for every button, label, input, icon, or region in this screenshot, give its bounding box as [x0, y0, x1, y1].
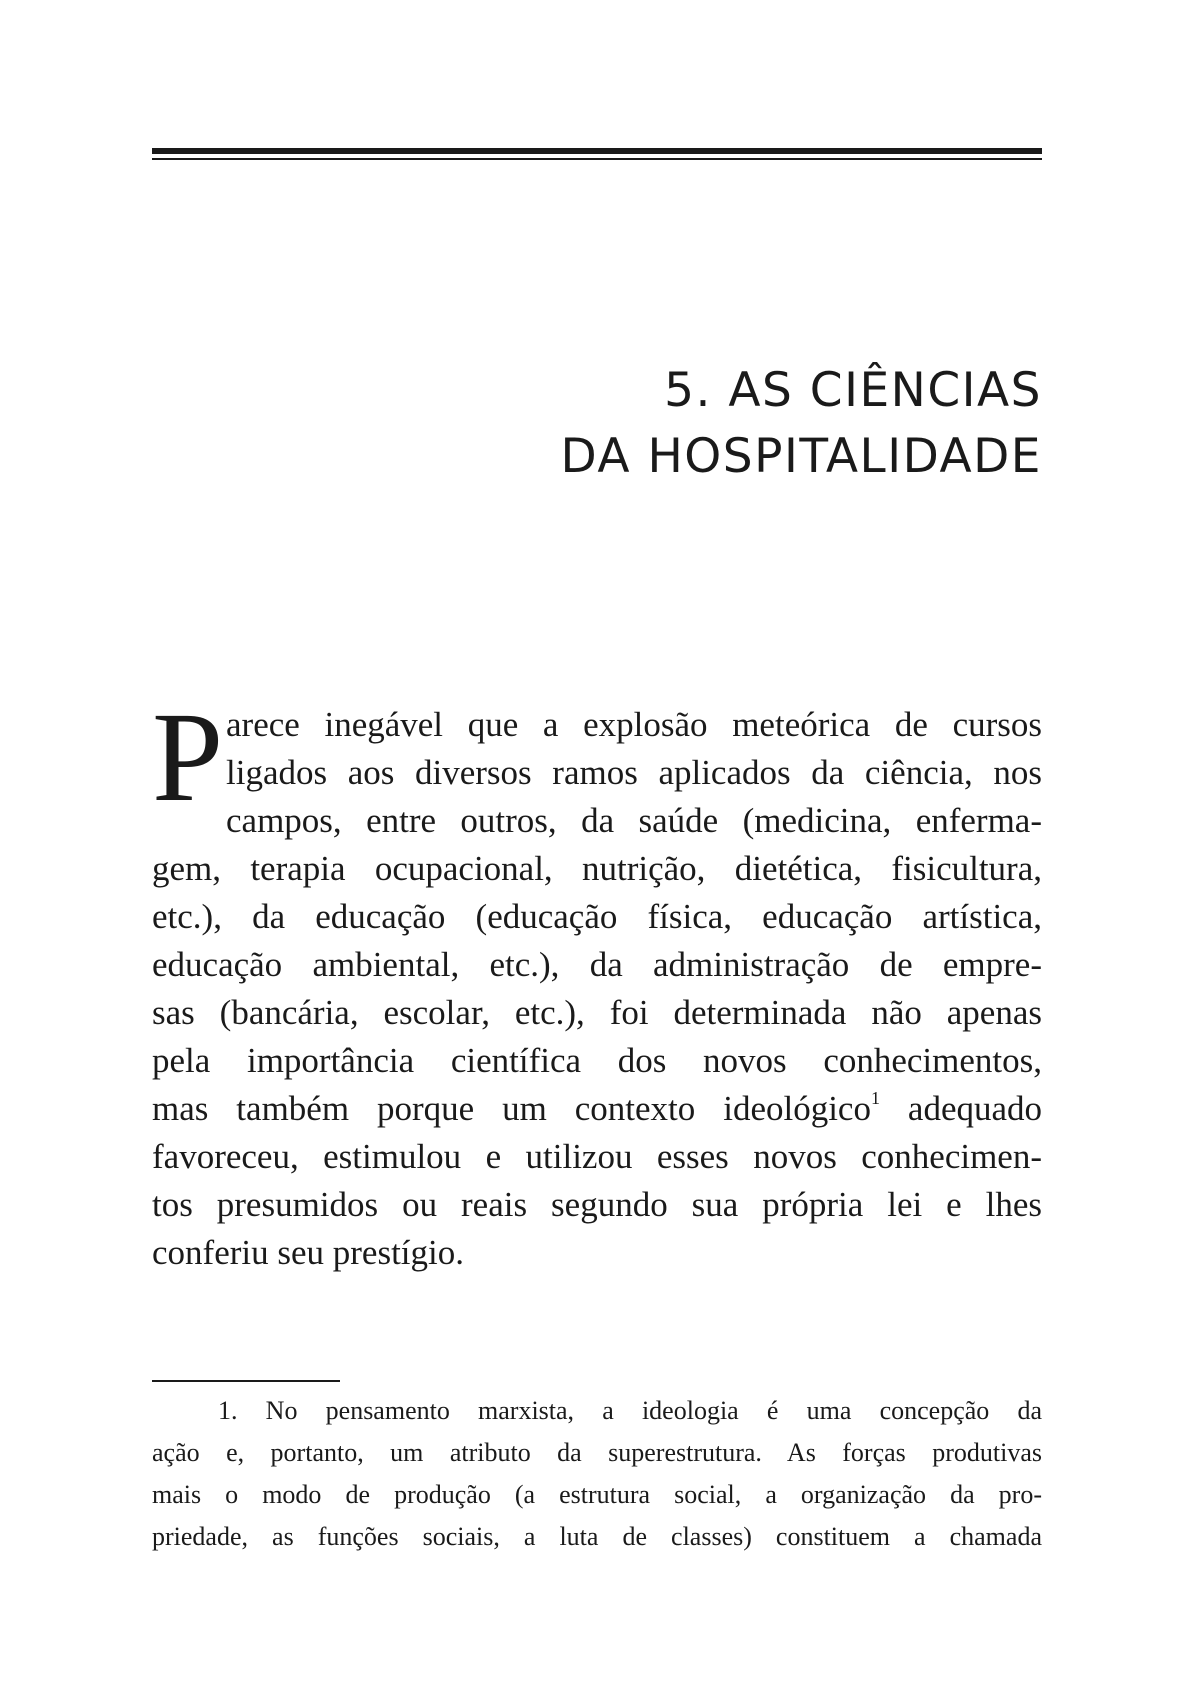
body-line: tos presumidos ou reais segundo sua própria lei e lhes [152, 1185, 1042, 1224]
footnote-line: priedade, as funções sociais, a luta de classes) constituem a chamada [152, 1522, 1042, 1551]
body-line-with-footnote [152, 1085, 1042, 1133]
footnote-separator [152, 1380, 340, 1382]
footnote-line: 1. No pensamento marxista, a ideologia é uma concepção da [218, 1396, 1042, 1425]
header-rule-thick [152, 148, 1042, 154]
chapter-title [561, 358, 1043, 490]
header-rule-thin [152, 158, 1042, 160]
body-line: favoreceu, estimulou e utilizou esses novos conhecimen- [152, 1137, 1042, 1176]
footnote [152, 1390, 1042, 1558]
body-line-tail: adequado [907, 1089, 1043, 1128]
body-line: campos, entre outros, da saúde (medicina, enferma- [226, 801, 1042, 840]
body-paragraph [152, 686, 1043, 1277]
body-line: arece inegável que a explosão meteórica de cursos [226, 705, 1042, 744]
body-line: etc.), da educação (educação física, educação artística, [152, 897, 1042, 936]
footnote-reference[interactable]: 1 [870, 1088, 880, 1108]
footnote-line: ação e, portanto, um atributo da superestrutura. As forças produtivas [152, 1438, 1042, 1467]
body-line: sas (bancária, escolar, etc.), foi determinada não apenas [152, 993, 1042, 1032]
body-line: gem, terapia ocupacional, nutrição, dietética, fisicultura, [152, 849, 1042, 888]
chapter-title-line-1: 5. AS CIÊNCIAS [664, 363, 1042, 418]
body-line: ligados aos diversos ramos aplicados da ciência, nos [226, 753, 1042, 792]
drop-cap: P [152, 686, 224, 828]
body-line: conferiu seu prestígio. [152, 1233, 464, 1272]
body-line: educação ambiental, etc.), da administração de empre- [152, 945, 1042, 984]
body-line: pela importância científica dos novos conhecimentos, [152, 1041, 1042, 1080]
body-line-text: mas também porque um contexto ideológico [152, 1089, 871, 1128]
header-double-rule [152, 148, 1042, 160]
chapter-title-line-2: DA HOSPITALIDADE [560, 429, 1042, 484]
footnote-line: mais o modo de produção (a estrutura social, a organização da pro- [152, 1480, 1042, 1509]
